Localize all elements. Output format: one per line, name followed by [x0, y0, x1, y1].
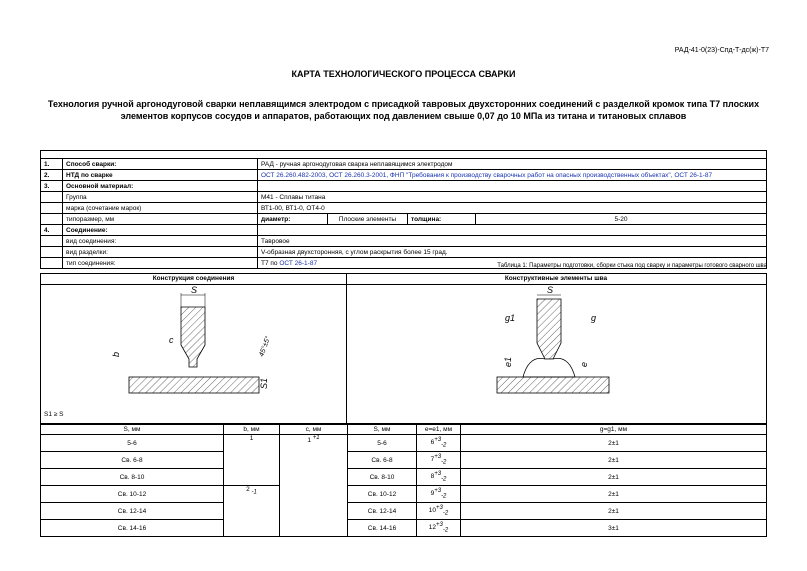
document-subtitle: Технология ручной аргонодуговой сварки неплавящимся электродом с присадкой тавровых двухсторонних соединений с разделкой кромок типа Т7 плоских элементов корпусов сосудов и аппаратов, работающих под давлением свыше 0,07 до 10 МПа из титана и титановых сплавов — [47, 99, 760, 121]
row-label: марка (сочетание марок) — [63, 203, 258, 214]
base-plate — [129, 377, 259, 393]
table-row: 5-6 1 1 $^{+1}$ 5-6 $6^{+3}_{-2}$ 2±1 — [41, 435, 767, 452]
table-header-row — [41, 425, 767, 435]
row-number: 4. — [41, 225, 63, 236]
weld-elements-drawing — [347, 285, 767, 424]
diameter-label: диаметр: — [258, 214, 328, 225]
table-row — [41, 203, 767, 214]
header-s: S, мм — [41, 425, 224, 435]
table-row: Св. 8-10 Св. 8-10 $8^{+3}_{-2}$ 2±1 — [41, 469, 767, 486]
header-g: g=g1, мм — [461, 425, 767, 435]
row-label: НТД по сварке — [63, 170, 258, 181]
row-label: вид соединения: — [63, 236, 258, 247]
label-e: e — [579, 361, 589, 367]
row-number: 3. — [41, 181, 63, 192]
label-g1: g1 — [505, 313, 516, 323]
document-title: КАРТА ТЕХНОЛОГИЧЕСКОГО ПРОЦЕССА СВАРКИ — [291, 69, 516, 79]
ntd-links[interactable]: ОСТ 26.260.482-2003, ОСТ 26.260.3-2001, ФНП "Требования к производству сварочных работ на опасных производственных объектах", ОСТ 26-1-87 — [258, 170, 767, 181]
row-label: тип соединения: — [63, 258, 258, 269]
row-value: Тавровое — [258, 236, 767, 247]
document-code: РАД-41-0(23)-Спд-Т-дс(ж)-Т7 — [674, 47, 769, 54]
table-caption: Таблица 1: Параметры подготовки, сборки стыка под сварку и параметры готового сварного шва — [497, 263, 767, 269]
row-value: V-образная двухсторонняя, с углом раскрытия более 15 град. — [258, 247, 767, 258]
row-label: вид разделки: — [63, 247, 258, 258]
label-g: g — [591, 313, 597, 323]
table-row: Св. 14-16 Св. 14-16 $12^{+3}_{-2}$ 3±1 — [41, 520, 767, 537]
vertical-plate — [181, 307, 205, 367]
row-label: Основной материал: — [63, 181, 258, 192]
table-row: Св. 6-8 Св. 6-8 $7^{+3}_{-2}$ 2±1 — [41, 452, 767, 469]
header-c: c, мм — [280, 425, 348, 435]
diameter-value: Плоские элементы — [328, 214, 408, 225]
table-row: Св. 12-14 Св. 12-14 $10^{+3}_{-2}$ 2±1 — [41, 503, 767, 520]
row-label: Способ сварки: — [63, 159, 258, 170]
vertical-plate — [537, 299, 561, 359]
header-e: e=e1, мм — [417, 425, 461, 435]
table-row — [41, 151, 767, 159]
label-e1: e1 — [503, 356, 513, 367]
weld-bead — [523, 358, 575, 377]
c-value: 1 $^{+1}$ — [280, 435, 348, 537]
b-value: 2 $_{-1}$ — [224, 486, 280, 537]
row-label: Соединение: — [63, 225, 258, 236]
row-value: РАД - ручная аргонодуговая сварка неплавящимся электродом — [258, 159, 767, 170]
base-plate — [497, 377, 609, 393]
table-row — [41, 181, 767, 192]
thickness-label: толщина: — [408, 214, 476, 225]
header-s2: S, мм — [348, 425, 417, 435]
label-c: c — [169, 335, 174, 345]
dimensions-table — [40, 424, 767, 537]
row-value: Т7 по ОСТ 26-1-87 — [258, 258, 767, 269]
label-s: S — [191, 285, 198, 295]
label-s: S — [547, 285, 554, 295]
row-value: ВТ1-00, ВТ1-0, ОТ4-0 — [258, 203, 767, 214]
ost-link[interactable]: ОСТ 26-1-87 — [279, 259, 318, 267]
s1-note: S1 ≥ S — [44, 411, 64, 418]
left-drawing-header: Конструкция соединения — [41, 274, 347, 285]
table-row — [41, 225, 767, 236]
thickness-value: 5-20 — [476, 214, 767, 225]
row-value: М41 - Сплавы титана — [258, 192, 767, 203]
table-row — [41, 159, 767, 170]
table-row — [41, 170, 767, 181]
table-row: Св. 10-12 2 $_{-1}$ Св. 10-12 $9^{+3}_{-2}$ 2±1 — [41, 486, 767, 503]
table-row — [41, 192, 767, 203]
drawings-panel — [40, 273, 767, 424]
right-drawing-header: Конструктивные элементы шва — [346, 274, 766, 285]
row-label: Группа — [63, 192, 258, 203]
parameters-table — [40, 150, 767, 269]
label-b: b — [111, 351, 121, 357]
row-number: 1. — [41, 159, 63, 170]
table-row — [41, 247, 767, 258]
b-value: 1 — [224, 435, 280, 486]
table-row — [41, 236, 767, 247]
joint-construction-drawing — [41, 285, 346, 424]
label-s1: S1 — [259, 377, 269, 389]
row-label: типоразмер, мм — [63, 214, 258, 225]
label-angle: 45°±5° — [258, 335, 273, 358]
table-row — [41, 214, 767, 225]
header-b: b, мм — [224, 425, 280, 435]
row-number: 2. — [41, 170, 63, 181]
